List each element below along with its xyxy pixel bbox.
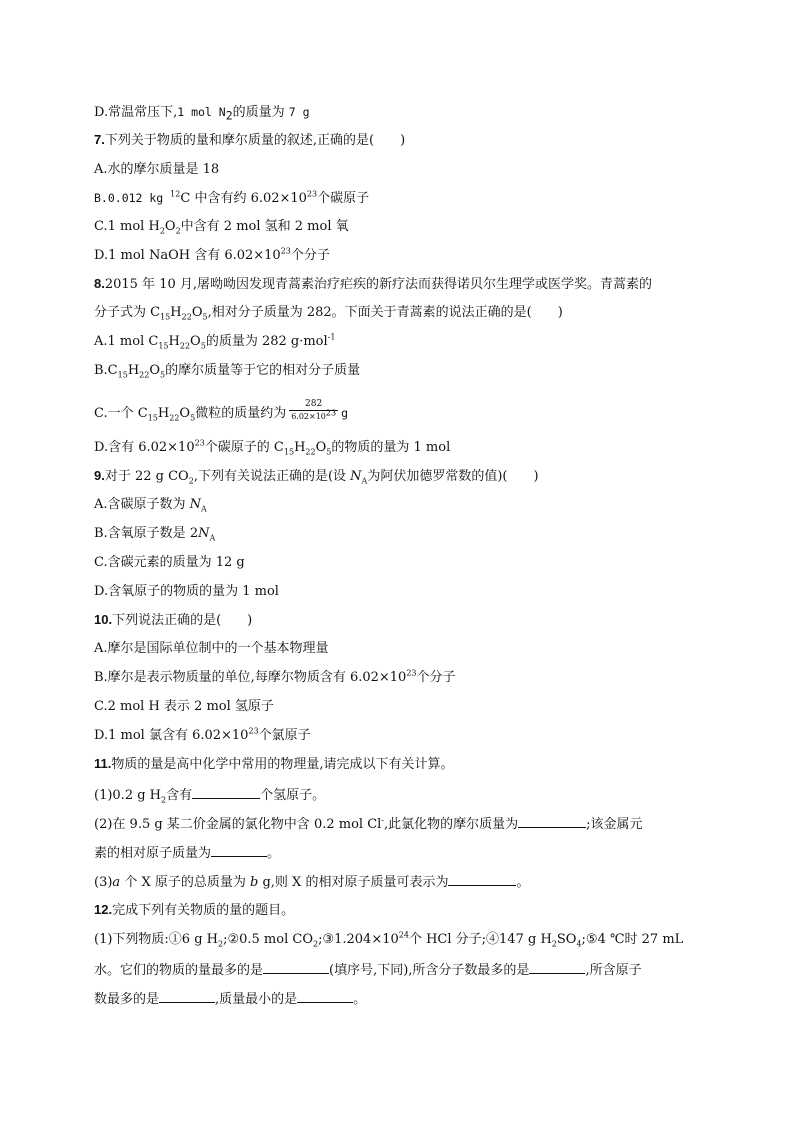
text: 数最多的是 [94,992,160,1007]
text: 的摩尔质量等于它的相对分子质量 [165,363,361,378]
q10-option-d [94,728,311,744]
text: A.摩尔是国际单位制中的一个基本物理量 [94,641,329,656]
text: 2015 年 10 月,屠呦呦因发现青蒿素治疗疟疾的新疗法而获得诺贝尔生理学或医学奖。青蒿素的 [104,277,652,292]
q8-option-b: $B.C_{15}H_{22}O_5$的摩尔质量等于它的相对分子质量 [94,363,361,380]
text: D.含氧原子的物质的量为 1 mol [94,584,279,599]
subscript: 5 [202,312,208,322]
question-number: 12. [94,902,113,917]
subscript: 5 [200,341,206,351]
subscript: 2 [188,476,194,486]
superscript: 23 [280,246,291,256]
text: 完成下列有关物质的量的题目。 [112,903,295,918]
superscript: 23 [194,438,205,448]
subscript: 2 [218,939,224,949]
text: ;③1.204×10 [318,932,399,947]
text: SO [556,932,577,947]
subscript: 2 [225,108,233,123]
text: ,下列有关说法正确的是(设 [193,469,347,484]
text: ,质量最小的是 [215,992,298,1007]
text: ;⑤4 ℃时 27 mL [581,932,684,947]
q10-option-a [94,641,329,657]
superscript: 24 [398,930,409,940]
q10-stem [94,612,252,629]
text: 的质量为 [232,105,285,120]
subscript: 15 [117,370,128,380]
text: 个分子 [290,248,330,263]
text: 个碳原子 [317,191,370,206]
fill-blank[interactable] [211,844,267,857]
text: ) [400,133,406,148]
q11-part3 [94,873,529,891]
text: 微粒的质量约为 [195,406,287,421]
text: D.1 mol NaOH 含有 6.02×10 [94,248,281,263]
q11-part2-line2 [94,844,280,862]
fill-blank[interactable] [529,961,585,974]
fraction [289,399,338,422]
q11-part2-line1 [94,815,643,833]
q7-stem [94,132,405,149]
subscript: 22 [179,341,191,351]
superscript: 23 [406,668,417,678]
q7-option-c: C.1 mol $H_2O_2$中含有 2 mol 氢和 2 mol 氧 [94,219,349,236]
math-variable: N [350,469,362,484]
q9-option-d [94,584,279,600]
text: 下列说法正确的是( [112,613,222,628]
superscript: 12 [170,189,181,199]
math-variable: N [198,526,210,541]
subscript: 15 [147,413,158,423]
text: D.常温常压下, [94,105,178,120]
math-variable: N [189,497,202,512]
text: 个 HCl 分子;④147 g H [408,932,552,947]
text: ,此氯化物的摩尔质量为 [384,817,519,832]
subscript: 2 [551,939,557,949]
text: g,则 X 的相对原子质量可表示为 [262,875,449,890]
fill-blank[interactable] [518,815,586,828]
text: A.含碳原子数为 [94,497,186,512]
numerator: 282 [289,399,338,411]
text: 的质量为 282 g·mol [205,334,328,349]
subscript: 22 [169,413,180,423]
text: C.含碳元素的质量为 12 g [94,555,245,570]
text: B.C [94,363,118,378]
subscript: 2 [175,226,181,236]
text: 物质的量是高中化学中常用的物理量,请完成以下有关计算。 [111,757,454,772]
text: 含有 [166,788,193,803]
question-number: 8. [94,276,105,291]
subscript: 22 [139,370,150,380]
text: 个 X 原子的总质量为 [124,875,246,890]
superscript: - [381,815,384,825]
text: 个分子 [416,670,456,685]
text: 中含有 2 mol 氢和 2 mol 氧 [180,219,349,234]
subscript: 2 [312,939,319,949]
text: 。 [516,875,530,890]
text: (3) [94,875,113,890]
text: ) [533,469,539,484]
text: 对于 22 g CO [104,469,189,484]
text: C 中含有约 6.02×10 [180,191,307,206]
text: 个氯原子 [258,728,311,743]
superscript: 23 [325,408,337,418]
q8-option-c: C.一个 $C_{15}H_{22}O_5$微粒的质量约为 $\frac{282}{6.02\times 10^{23}}$ g [94,399,349,423]
text: B.0.012 kg [94,191,171,205]
subscript: 2 [159,226,165,236]
q12-part1-line1 [94,932,683,948]
question-number: 10. [94,612,113,627]
q12-stem [94,902,294,919]
q8-stem-line2: 分子式为 $C_{15}H_{22}O_5$,相对分子质量为 282。下面关于青蒿素的说法正确的是( ) [94,305,563,322]
text: (1)0.2 g H [94,788,162,803]
text: 个碳原子的 C [204,440,284,455]
q6-option-d [94,104,310,121]
text: 分子式为 C [94,305,161,320]
text: ;该金属元 [586,817,643,832]
math-variable: a [112,875,121,890]
superscript: 23 [306,189,318,199]
text: A.1 mol C [94,334,159,349]
text: 水。它们的物质的量最多的是 [94,963,264,978]
text: 。 [353,992,367,1007]
subscript: 22 [305,447,316,457]
question-number: 11. [94,756,112,771]
question-number: 9. [94,468,105,483]
fill-blank[interactable] [448,873,516,886]
q8-option-a: A.1 mol $C_{15}H_{22}O_5$的质量为 282 g·mol$^{-1}$ [94,332,336,351]
text: A.水的摩尔质量是 18 [94,162,220,177]
text: 素的相对原子质量为 [94,846,212,861]
text: ;②0.5 mol CO [223,932,313,947]
text: 的物质的量为 1 mol [331,440,451,455]
subscript: A [201,504,207,514]
subscript: 22 [181,312,192,322]
q9-option-a [94,497,207,513]
text: C.1 mol H [94,219,160,234]
q7-option-d [94,248,330,264]
denominator [289,408,338,422]
fill-blank[interactable] [192,786,260,799]
text: 个氢原子。 [260,788,326,803]
subscript: 15 [160,312,171,322]
text: (2)在 9.5 g 某二价金属的氯化物中含 0.2 mol Cl [94,817,382,832]
q11-part1 [94,786,325,804]
subscript: 5 [160,370,166,380]
superscript: 23 [248,726,259,736]
subscript: 5 [190,413,196,423]
q8-option-d: D.含有 $6.02\times 10^{23}$个碳原子的 $C_{15}H_{22}O_5$的物质的量为 1 mol [94,438,451,457]
text: C.2 mol H 表示 2 mol 氢原子 [94,699,274,714]
math-variable: b [250,875,259,890]
subscript: A [209,533,216,543]
text: ) [247,613,253,628]
q9-option-c [94,555,245,571]
q7-option-a [94,162,219,178]
q7-option-b [94,190,369,207]
text: B.摩尔是表示物质量的单位,每摩尔物质含有 6.02×10 [94,670,407,685]
text: (填序号,下同),所含分子数最多的是 [329,963,530,978]
fill-blank[interactable] [263,961,329,974]
subscript: 4 [576,939,582,949]
text: D.含有 6.02×10 [94,440,195,455]
question-number: 7. [94,132,105,147]
q8-stem-line1 [94,276,652,293]
q9-option-b [94,526,215,542]
subscript: A [361,476,368,486]
q11-stem [94,756,454,773]
subscript: 5 [326,447,332,457]
text: g [341,406,349,420]
text: ) [557,305,563,320]
q9-stem [94,468,539,485]
q10-option-b [94,670,456,686]
subscript: 2 [161,795,167,805]
fill-blank[interactable] [297,990,353,1003]
q12-part1-line2 [94,961,642,979]
text: C.一个 C [94,406,148,421]
fill-blank[interactable] [159,990,215,1003]
superscript: -1 [327,332,336,342]
subscript: 15 [283,447,295,457]
q12-part1-line3 [94,990,366,1008]
q10-option-c [94,699,274,715]
subscript: 15 [158,341,169,351]
text: 下列关于物质的量和摩尔质量的叙述,正确的是( [104,133,375,148]
text: D.1 mol 氯含有 6.02×10 [94,728,249,743]
text: (1)下列物质:①6 g H [94,932,218,947]
text: B.含氧原子数是 2 [94,526,199,541]
text: 7 g [288,105,310,119]
text: 1 mol N [177,105,226,119]
text: ,所含原子 [585,963,642,978]
text: 为阿伏加德罗常数的值)( [367,469,508,484]
text: 。 [267,846,281,861]
text: 6.02×10 [291,412,326,421]
text: ,相对分子质量为 282。下面关于青蒿素的说法正确的是( [207,305,532,320]
